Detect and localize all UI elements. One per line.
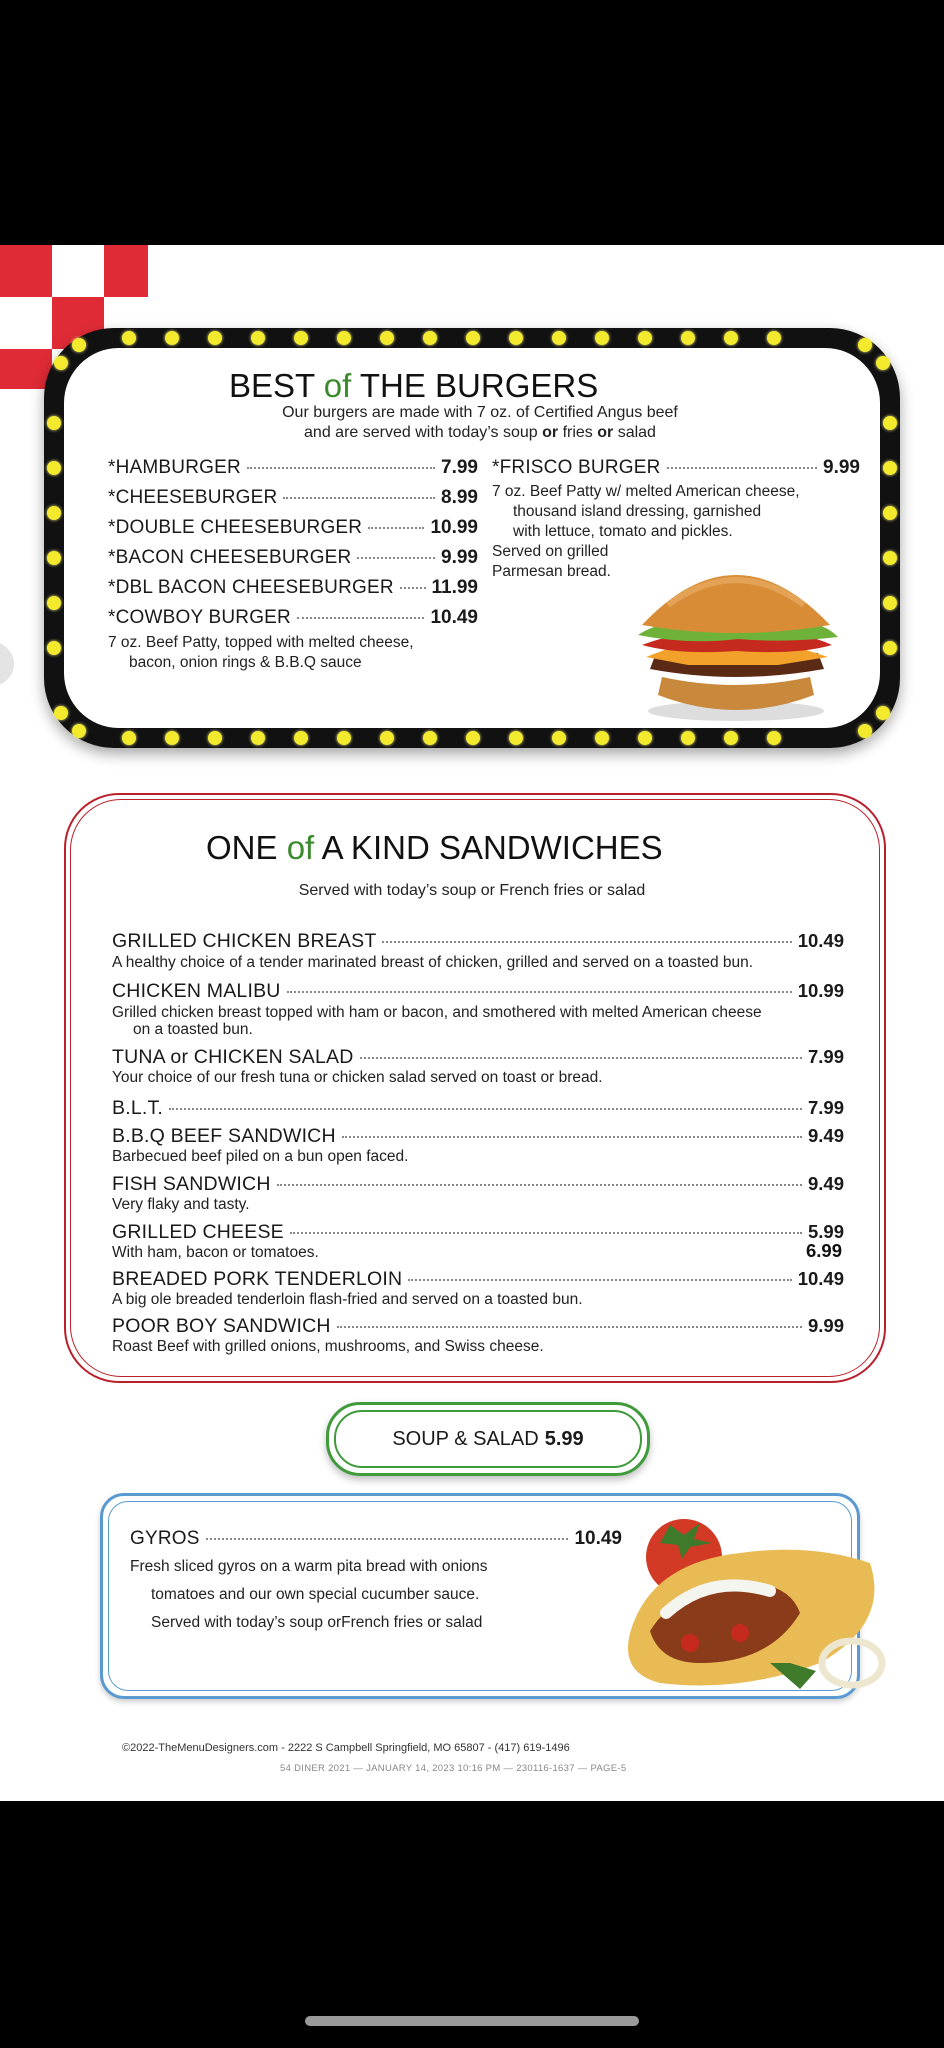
- marquee-bulb: [767, 731, 781, 745]
- marquee-bulb: [638, 731, 652, 745]
- marquee-bulb: [47, 461, 61, 475]
- marquee-bulb: [47, 551, 61, 565]
- footer-copyright: ©2022-TheMenuDesigners.com - 2222 S Campbell Springfield, MO 65807 - (417) 619-1496: [122, 1742, 570, 1754]
- marquee-bulb: [208, 731, 222, 745]
- marquee-bulb: [294, 331, 308, 345]
- burger-row-cowboy: *COWBOY BURGER 10.49: [108, 607, 478, 628]
- marquee-bulb: [858, 724, 872, 738]
- marquee-bulb: [423, 331, 437, 345]
- cowboy-desc-1: 7 oz. Beef Patty, topped with melted cheese,: [108, 634, 414, 651]
- marquee-bulb: [47, 596, 61, 610]
- sandwich-row-fish: FISH SANDWICH 9.49: [112, 1173, 844, 1195]
- marquee-bulb: [681, 731, 695, 745]
- marquee-bulb: [165, 731, 179, 745]
- sandwich-desc-grilled-chicken: A healthy choice of a tender marinated breast of chicken, grilled and served on a toasted bun.: [112, 954, 754, 971]
- grilled-cheese-price-2: 6.99: [806, 1240, 843, 1261]
- marquee-bulb: [552, 331, 566, 345]
- marquee-bulb: [122, 331, 136, 345]
- marquee-bulb: [54, 356, 68, 370]
- sandwich-row-grilled-cheese: GRILLED CHEESE 5.99: [112, 1221, 844, 1243]
- burgers-subtitle-1: Our burgers are made with 7 oz. of Certified Angus beef: [282, 404, 678, 421]
- frisco-desc-3: with lettuce, tomato and pickles.: [513, 523, 733, 540]
- frisco-desc-5: Parmesan bread.: [492, 563, 611, 580]
- cowboy-desc-2: bacon, onion rings & B.B.Q sauce: [129, 654, 362, 671]
- menu-page: [0, 245, 944, 1801]
- sandwich-desc-pork-tenderloin: A big ole breaded tenderloin flash-fried and served on a toasted bun.: [112, 1291, 583, 1308]
- burger-row-double-cheeseburger: *DOUBLE CHEESEBURGER 10.99: [108, 517, 478, 538]
- burger-row-dbl-bacon-cheeseburger: *DBL BACON CHEESEBURGER 11.99: [108, 577, 478, 598]
- sandwich-desc-fish: Very flaky and tasty.: [112, 1196, 250, 1213]
- marquee-bulb: [72, 338, 86, 352]
- sandwich-desc-bbq-beef: Barbecued beef piled on a bun open faced.: [112, 1148, 409, 1165]
- marquee-bulb: [294, 731, 308, 745]
- gyro-image: [620, 1513, 892, 1699]
- marquee-bulb: [337, 731, 351, 745]
- marquee-bulb: [208, 331, 222, 345]
- marquee-bulb: [337, 331, 351, 345]
- burger-image: [628, 545, 844, 725]
- marquee-bulb: [47, 416, 61, 430]
- marquee-bulb: [47, 506, 61, 520]
- sandwich-row-pork-tenderloin: BREADED PORK TENDERLOIN 10.49: [112, 1268, 844, 1290]
- sandwich-desc-tuna: Your choice of our fresh tuna or chicken salad served on toast or bread.: [112, 1069, 603, 1086]
- marquee-bulb: [380, 731, 394, 745]
- burgers-title: BEST of THE BURGERS: [229, 367, 599, 404]
- burgers-subtitle-2: and are served with today’s soup or fries or salad: [304, 424, 656, 441]
- marquee-bulb: [724, 331, 738, 345]
- marquee-bulb: [595, 731, 609, 745]
- sandwich-row-chicken-malibu: CHICKEN MALIBU 10.99: [112, 980, 844, 1002]
- burger-row-frisco: *FRISCO BURGER 9.99: [492, 457, 860, 478]
- marquee-bulb: [883, 461, 897, 475]
- marquee-bulb: [876, 356, 890, 370]
- marquee-bulb: [638, 331, 652, 345]
- marquee-bulb: [251, 731, 265, 745]
- frisco-desc-2: thousand island dressing, garnished: [513, 503, 762, 520]
- marquee-bulb: [165, 331, 179, 345]
- marquee-bulb: [122, 731, 136, 745]
- frisco-desc-4: Served on grilled: [492, 543, 609, 560]
- marquee-bulb: [466, 731, 480, 745]
- sandwich-row-poor-boy: POOR BOY SANDWICH 9.99: [112, 1315, 844, 1337]
- marquee-bulb: [251, 331, 265, 345]
- marquee-bulb: [423, 731, 437, 745]
- sandwich-desc-poor-boy: Roast Beef with grilled onions, mushrooms, and Swiss cheese.: [112, 1338, 544, 1355]
- marquee-bulb: [72, 724, 86, 738]
- marquee-bulb: [47, 641, 61, 655]
- sandwich-desc-chicken-malibu: Grilled chicken breast topped with ham or bacon, and smothered with melted American cheese: [112, 1004, 762, 1021]
- soup-salad-badge: SOUP & SALAD 5.99: [326, 1402, 650, 1476]
- frisco-desc-1: 7 oz. Beef Patty w/ melted American cheese,: [492, 483, 800, 500]
- sandwich-row-bbq-beef: B.B.Q BEEF SANDWICH 9.49: [112, 1125, 844, 1147]
- gyros-desc-2: tomatoes and our own special cucumber sauce.: [151, 1586, 480, 1603]
- gyros-desc-3: Served with today’s soup orFrench fries or salad: [151, 1614, 483, 1631]
- gyros-desc-1: Fresh sliced gyros on a warm pita bread with onions: [130, 1558, 488, 1575]
- marquee-bulb: [724, 731, 738, 745]
- burger-row-hamburger: *HAMBURGER 7.99: [108, 457, 478, 478]
- gyros-row: GYROS 10.49: [130, 1528, 622, 1549]
- burger-row-cheeseburger: *CHEESEBURGER 8.99: [108, 487, 478, 508]
- edge-tab: [0, 642, 14, 686]
- sandwich-desc-chicken-malibu-2: on a toasted bun.: [133, 1021, 253, 1038]
- sandwich-row-grilled-chicken: GRILLED CHICKEN BREAST 10.49: [112, 930, 844, 952]
- marquee-bulb: [883, 506, 897, 520]
- marquee-bulb: [681, 331, 695, 345]
- marquee-bulb: [54, 706, 68, 720]
- marquee-bulb: [552, 731, 566, 745]
- marquee-bulb: [380, 331, 394, 345]
- marquee-bulb: [883, 641, 897, 655]
- marquee-bulb: [466, 331, 480, 345]
- sandwich-row-blt: B.L.T. 7.99: [112, 1097, 844, 1119]
- sandwiches-title: ONE of A KIND SANDWICHES: [206, 829, 663, 866]
- sandwich-desc-grilled-cheese: With ham, bacon or tomatoes.: [112, 1244, 319, 1261]
- marquee-bulb: [883, 596, 897, 610]
- marquee-bulb: [858, 338, 872, 352]
- sandwich-row-tuna-chicken-salad: TUNA or CHICKEN SALAD 7.99: [112, 1046, 844, 1068]
- marquee-bulb: [595, 331, 609, 345]
- marquee-bulb: [509, 731, 523, 745]
- footer-meta: 54 DINER 2021 — JANUARY 14, 2023 10:16 PM — 230116-1637 — PAGE-5: [280, 1763, 627, 1774]
- marquee-bulb: [767, 331, 781, 345]
- marquee-bulb: [509, 331, 523, 345]
- marquee-bulb: [883, 551, 897, 565]
- home-indicator[interactable]: [305, 2016, 639, 2026]
- sandwiches-subtitle: Served with today’s soup or French fries or salad: [298, 882, 646, 899]
- burger-row-bacon-cheeseburger: *BACON CHEESEBURGER 9.99: [108, 547, 478, 568]
- marquee-bulb: [876, 706, 890, 720]
- marquee-bulb: [883, 416, 897, 430]
